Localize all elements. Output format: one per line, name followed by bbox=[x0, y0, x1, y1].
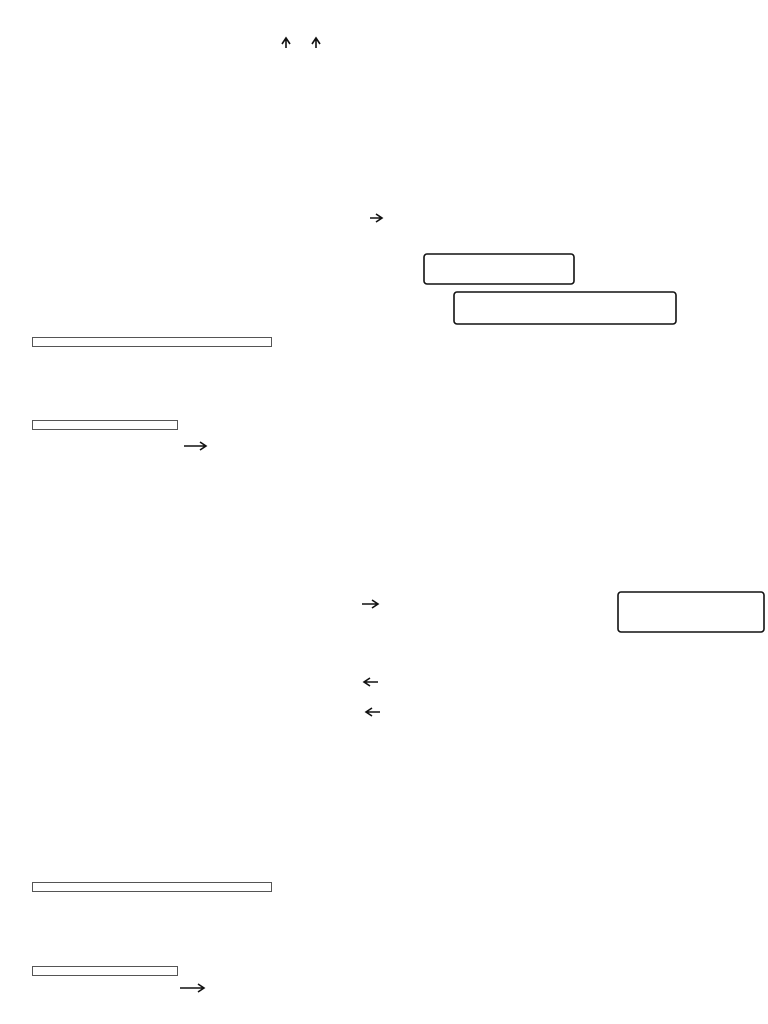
box-b-formula bbox=[424, 254, 574, 284]
arrow-prev-2 bbox=[180, 984, 204, 992]
box-equation-2 bbox=[618, 592, 764, 632]
arrow-row5 bbox=[364, 678, 378, 686]
arrow-step1 bbox=[362, 600, 378, 608]
arrow-row10 bbox=[366, 708, 380, 716]
arrow-left-1 bbox=[370, 214, 382, 222]
arrow-prev-1 bbox=[184, 442, 206, 450]
arrow-xy bbox=[282, 38, 290, 48]
box-line-equation bbox=[454, 292, 676, 324]
arrow-ti bbox=[312, 38, 320, 48]
